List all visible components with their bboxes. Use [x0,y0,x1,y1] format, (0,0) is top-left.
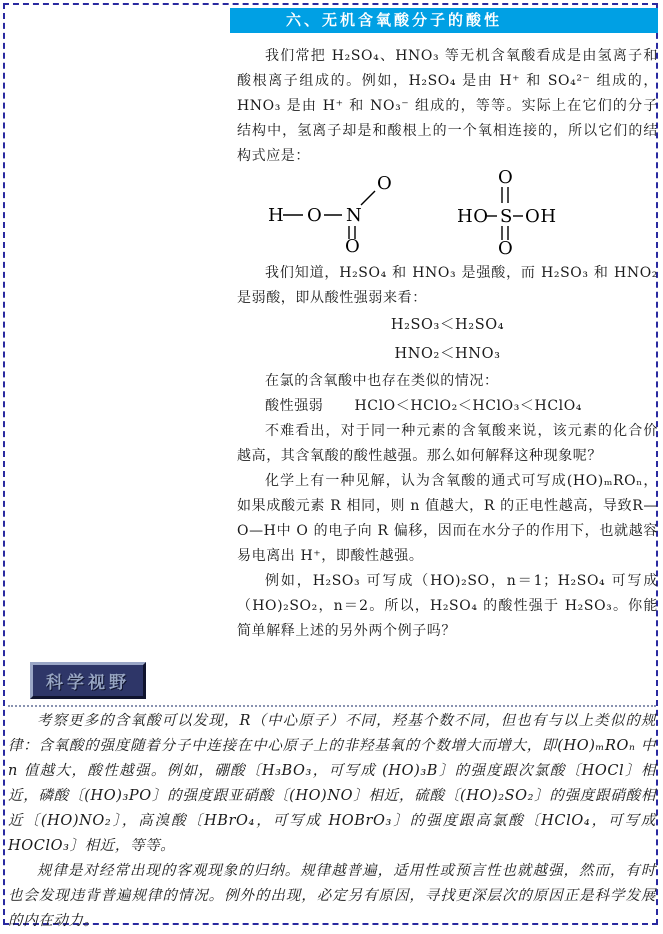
section-title: 六、无机含氧酸分子的酸性 [286,11,503,29]
chlorine-acid-strength-line [237,394,658,419]
paragraph-conclusion: 不难看出，对于同一种元素的含氧酸来说，该元素的化合价越高，其含氧酸的酸性越强。那么如何解释这种现象呢？ [237,423,658,464]
paragraph-example: 例如，H₂SO₃ 可写成（HO)₂SO，n＝1；H₂SO₄ 可写成（HO)₂SO₂，n＝2。所以，H₂SO₄ 的酸性强于 H₂SO₃。你能简单解释上述的另外两个例子吗？ [237,573,658,639]
section-header-bar [230,8,658,33]
structure-h2so4 [451,167,563,264]
hno3-structure-diagram [263,169,403,253]
h2so4-structure-diagram [451,167,563,255]
science-view-section [8,662,656,934]
atom-oh: OH [525,205,557,227]
atom-o1: O [307,204,323,226]
atom-ho: HO [457,205,489,227]
strength-series: HClO＜HClO₂＜HClO₃＜HClO₄ [354,398,583,414]
science-view-paragraph-1: 考察更多的含氧酸可以发现，R（中心原子）不同，羟基个数不同，但也有与以上类似的规律：含氧酸的强度随着分子中连接在中心原子上的非羟基氧的个数增大而增大，即(HO)ₘROₙ 中 n 值越大，酸性越强。例如，硼酸〔H₃BO₃，可写成 (HO)₃B〕的强度跟次氯酸〔HOCl〕相近，磷酸〔(HO)₃PO〕的强度跟亚硝酸〔(HO)NO〕相近，硫酸〔(HO)₂SO₂〕的强度跟硝酸相近〔(HO)NO₂〕，高溴酸〔HBrO₄，可写成 HOBrO₃〕的强度跟高氯酸〔HClO₄，可写成 HOClO₃〕相近，等等。 [8,713,656,854]
dotted-separator [8,705,656,707]
paragraph-theory: 化学上有一种见解，认为含氧酸的通式可写成(HO)ₘROₙ，如果成酸元素 R 相同，则 n 值越大，R 的正电性越高，导致R—O—H中 O 的电子向 R 偏移，因而在水分子的作用下，也就越容易电离出 H⁺，即酸性越强。 [237,473,658,564]
atom-n: N [346,204,363,226]
comparison-nitrogen: HNO₂＜HNO₃ [394,346,501,362]
science-view-text [8,709,656,934]
main-content-column [237,44,658,644]
atom-o-top: O [377,172,393,194]
atom-s: S [500,205,513,227]
atom-o-top: O [498,166,514,188]
science-view-paragraph-2: 规律是对经常出现的客观现象的归纳。规律越普遍，适用性或预言性也就越强，然而，有时也会发现违背普遍规律的情况。例外的出现，必定另有原因，寻找更深层次的原因正是科学发展的内在动力。 [8,863,656,929]
paragraph-intro: 我们常把 H₂SO₄、HNO₃ 等无机含氧酸看成是由氢离子和酸根离子组成的。例如，H₂SO₄ 是由 H⁺ 和 SO₄²⁻ 组成的，HNO₃ 是由 H⁺ 和 NO₃⁻ 组成的，等等。实际上在它们的分子结构中，氢离子却是和酸根上的一个氧相连接的，所以它们的结构式应是： [237,48,658,164]
atom-o-bottom: O [498,237,514,255]
structural-formulas-row [237,166,658,257]
science-view-badge: 科学视野 [30,662,146,699]
atom-o-bottom: O [345,235,361,253]
paragraph-strong-weak: 我们知道，H₂SO₄ 和 HNO₃ 是强酸，而 H₂SO₃ 和 HNO₂ 是弱酸，即从酸性强弱来看： [237,265,658,306]
comparison-sulfur: H₂SO₃＜H₂SO₄ [390,317,505,333]
paragraph-chlorine-intro: 在氯的含氧酸中也存在类似的情况： [265,373,499,389]
strength-label: 酸性强弱 [265,398,324,414]
atom-h: H [268,204,285,226]
structure-hno3 [263,169,403,262]
